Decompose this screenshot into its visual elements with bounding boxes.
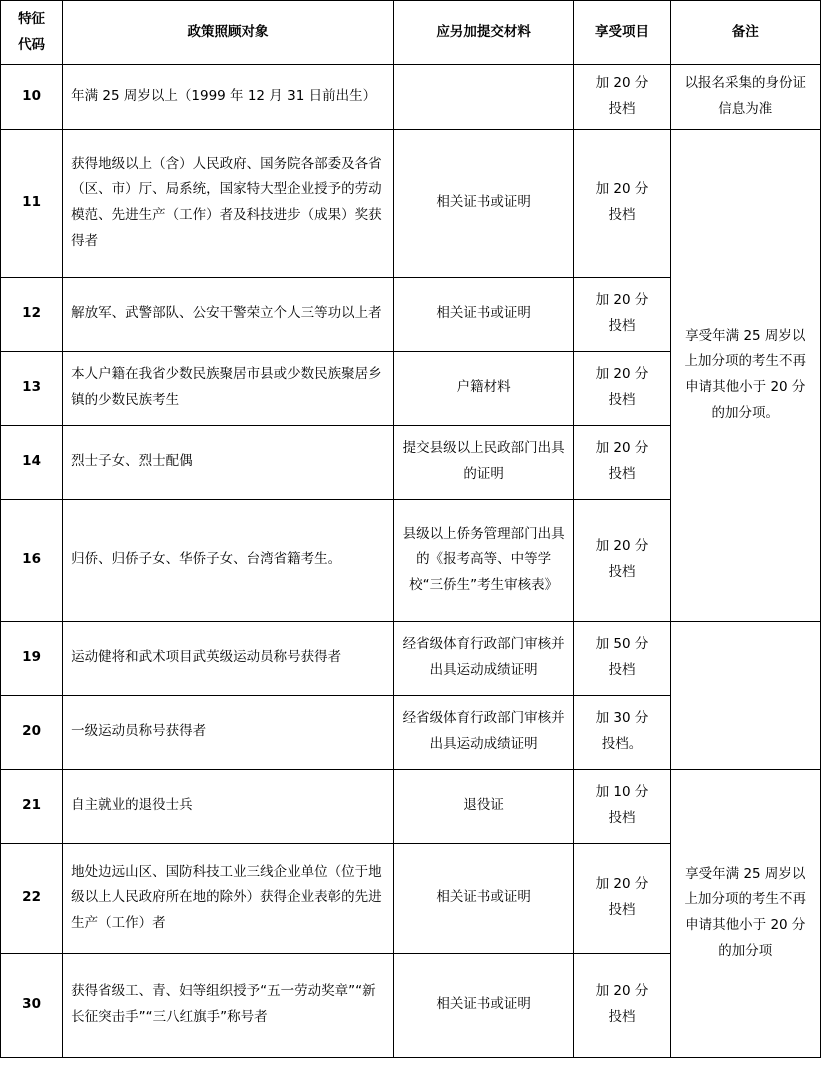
benefit-action: 投档 (608, 810, 636, 827)
benefit-amount: 加 20 分 (595, 983, 649, 1000)
benefit-action: 投档 (608, 1009, 636, 1026)
cell-extra-materials: 相关证书或证明 (393, 277, 573, 351)
table-header-row (1, 1, 821, 65)
cell-benefit-item (574, 65, 670, 129)
cell-policy-object: 地处边远山区、国防科技工业三线企业单位（位于地级以上人民政府所在地的除外）获得企业表彰的先进生产（工作）者 (63, 843, 394, 953)
cell-feature-code: 12 (1, 277, 63, 351)
column-header-policy-object: 政策照顾对象 (63, 1, 394, 65)
table-body (1, 65, 821, 1057)
benefit-amount: 加 20 分 (595, 876, 649, 893)
benefit-action: 投档 (608, 662, 636, 679)
cell-policy-object: 烈士子女、烈士配偶 (63, 425, 394, 499)
column-header-feature-code (1, 1, 63, 65)
cell-feature-code: 11 (1, 129, 63, 277)
cell-policy-object: 获得地级以上（含）人民政府、国务院各部委及各省（区、市）厅、局系统，国家特大型企业授予的劳动模范、先进生产（工作）者及科技进步（成果）奖获得者 (63, 129, 394, 277)
cell-policy-object: 归侨、归侨子女、华侨子女、台湾省籍考生。 (63, 499, 394, 621)
benefit-amount: 加 20 分 (595, 292, 649, 309)
cell-policy-object: 一级运动员称号获得者 (63, 695, 394, 769)
table-row (1, 621, 821, 695)
cell-feature-code: 13 (1, 351, 63, 425)
cell-extra-materials: 经省级体育行政部门审核并出具运动成绩证明 (393, 621, 573, 695)
column-header-feature-code-line1: 特征 (18, 11, 46, 27)
benefit-action: 投档 (608, 564, 636, 581)
cell-policy-object: 自主就业的退役士兵 (63, 769, 394, 843)
cell-extra-materials: 县级以上侨务管理部门出具的《报考高等、中等学校“三侨生”考生审核表》 (393, 499, 573, 621)
table-header (1, 1, 821, 65)
cell-policy-object: 运动健将和武术项目武英级运动员称号获得者 (63, 621, 394, 695)
cell-extra-materials: 相关证书或证明 (393, 129, 573, 277)
benefit-amount: 加 20 分 (595, 440, 649, 457)
cell-extra-materials: 经省级体育行政部门审核并出具运动成绩证明 (393, 695, 573, 769)
cell-benefit-item (574, 277, 670, 351)
benefit-action: 投档 (608, 902, 636, 919)
benefit-action: 投档 (608, 318, 636, 335)
cell-extra-materials: 相关证书或证明 (393, 953, 573, 1057)
cell-feature-code: 10 (1, 65, 63, 129)
benefit-action: 投档 (608, 392, 636, 409)
cell-policy-object: 获得省级工、青、妇等组织授予“五一劳动奖章”“新长征突击手”“三八红旗手”称号者 (63, 953, 394, 1057)
cell-benefit-item (574, 843, 670, 953)
cell-remark: 享受年满 25 周岁以上加分项的考生不再申请其他小于 20 分的加分项 (670, 769, 820, 1057)
cell-benefit-item (574, 499, 670, 621)
cell-policy-object: 本人户籍在我省少数民族聚居市县或少数民族聚居乡镇的少数民族考生 (63, 351, 394, 425)
cell-feature-code: 16 (1, 499, 63, 621)
benefit-action: 投档。 (601, 736, 643, 753)
cell-remark (670, 621, 820, 769)
cell-extra-materials: 相关证书或证明 (393, 843, 573, 953)
cell-benefit-item (574, 351, 670, 425)
cell-policy-object: 年满 25 周岁以上（1999 年 12 月 31 日前出生） (63, 65, 394, 129)
cell-policy-object: 解放军、武警部队、公安干警荣立个人三等功以上者 (63, 277, 394, 351)
cell-feature-code: 19 (1, 621, 63, 695)
benefit-action: 投档 (608, 466, 636, 483)
cell-feature-code: 30 (1, 953, 63, 1057)
benefit-amount: 加 50 分 (595, 636, 649, 653)
cell-remark: 以报名采集的身份证信息为准 (670, 65, 820, 129)
cell-feature-code: 14 (1, 425, 63, 499)
cell-remark: 享受年满 25 周岁以上加分项的考生不再申请其他小于 20 分的加分项。 (670, 129, 820, 621)
column-header-remark: 备注 (670, 1, 820, 65)
benefit-amount: 加 10 分 (595, 784, 649, 801)
cell-benefit-item (574, 129, 670, 277)
cell-extra-materials: 提交县级以上民政部门出具的证明 (393, 425, 573, 499)
cell-extra-materials: 退役证 (393, 769, 573, 843)
cell-benefit-item (574, 425, 670, 499)
benefit-amount: 加 20 分 (595, 366, 649, 383)
benefit-amount: 加 20 分 (595, 75, 649, 92)
benefit-amount: 加 30 分 (595, 710, 649, 727)
benefit-amount: 加 20 分 (595, 181, 649, 198)
table-row (1, 769, 821, 843)
benefit-action: 投档 (608, 100, 636, 117)
benefit-action: 投档 (608, 207, 636, 224)
cell-benefit-item (574, 953, 670, 1057)
cell-feature-code: 20 (1, 695, 63, 769)
cell-benefit-item (574, 769, 670, 843)
column-header-feature-code-line2: 代码 (18, 36, 46, 53)
cell-feature-code: 22 (1, 843, 63, 953)
table-row (1, 129, 821, 277)
benefit-amount: 加 20 分 (595, 538, 649, 555)
table-row (1, 65, 821, 129)
cell-extra-materials: 户籍材料 (393, 351, 573, 425)
column-header-benefit-item: 享受项目 (574, 1, 670, 65)
cell-extra-materials (393, 65, 573, 129)
column-header-extra-materials: 应另加提交材料 (393, 1, 573, 65)
cell-benefit-item (574, 621, 670, 695)
cell-benefit-item (574, 695, 670, 769)
cell-feature-code: 21 (1, 769, 63, 843)
